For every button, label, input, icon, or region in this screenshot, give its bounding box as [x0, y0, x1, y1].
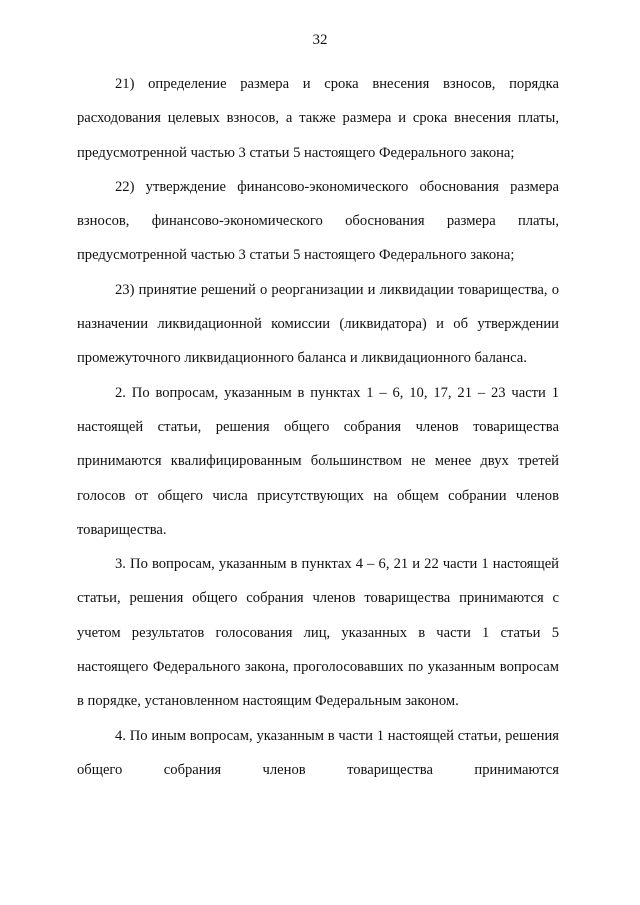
- paragraph-part-4: 4. По иным вопросам, указанным в части 1 настоящей статьи, решения общего собрания членов товарищества принимаются: [77, 727, 559, 778]
- paragraph-part-2: 2. По вопросам, указанным в пунктах 1 – 6, 10, 17, 21 – 23 части 1 настоящей статьи, решения общего собрания членов товарищества принимаются квалифицированным большинством не менее двух третей голосов от общего числа присутствующих на общем собрании членов товарищества.: [77, 384, 559, 538]
- document-body: [77, 67, 559, 787]
- page-number: 32: [312, 32, 328, 48]
- paragraph-item-22: 22) утверждение финансово-экономического обоснования размера взносов, финансово-экономического обоснования размера платы, предусмотренной частью 3 статьи 5 настоящего Федерального закона;: [77, 178, 559, 264]
- paragraph-item-21: 21) определение размера и срока внесения взносов, порядка расходования целевых взносов, а также размера и срока внесения платы, предусмотренной частью 3 статьи 5 настоящего Федерального закона;: [77, 76, 559, 161]
- paragraph-part-3: 3. По вопросам, указанным в пунктах 4 – 6, 21 и 22 части 1 настоящей статьи, решения общего собрания членов товарищества принимаются с учетом результатов голосования лиц, указанных в части 1 статьи 5 настоящего Федерального закона, проголосовавших по указанным вопросам в порядке, установленном настоящим Федеральным законом.: [77, 556, 559, 710]
- paragraph-item-23: 23) принятие решений о реорганизации и ликвидации товарищества, о назначении ликвидационной комиссии (ликвидатора) и об утверждении промежуточного ликвидационного баланса и ликвидационного баланса.: [77, 281, 559, 367]
